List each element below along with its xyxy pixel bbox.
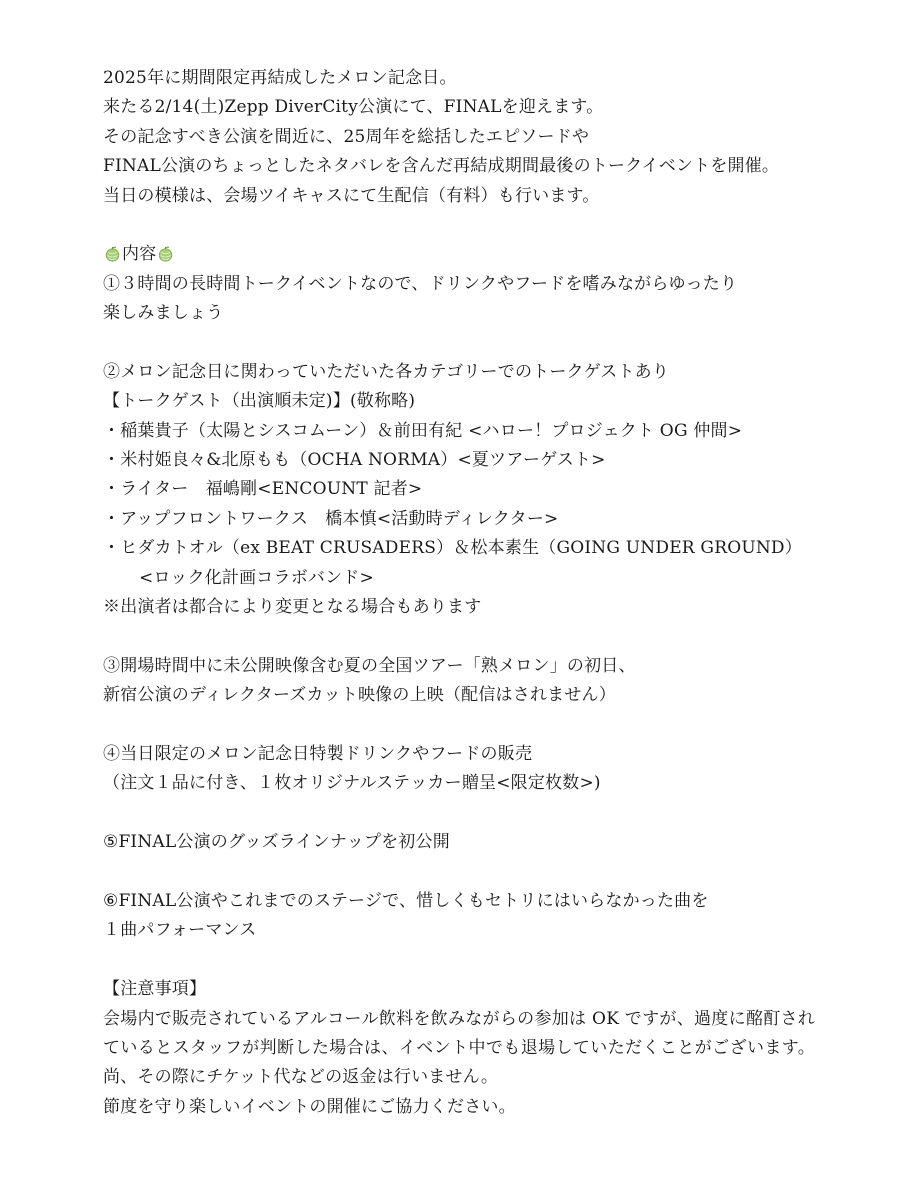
intro-line: 来たる2/14(土)Zepp DiverCity公演にて、FINALを迎えます。 — [103, 97, 604, 118]
item-4-line: ④当日限定のメロン記念日特製ドリンクやフードの販売 — [103, 743, 533, 764]
item-4-line: （注文１品に付き、１枚オリジナルステッカー贈呈<限定枚数>) — [103, 773, 601, 794]
item-3 — [103, 652, 815, 711]
guest-item: ・米村姫良々&北原もも（OCHA NORMA）<夏ツアーゲスト> — [103, 450, 606, 471]
contents-heading — [103, 240, 815, 269]
item-3-line: 新宿公演のディレクターズカット映像の上映（配信はされません） — [103, 685, 616, 706]
intro-paragraph — [103, 64, 815, 211]
contents-heading-label: 内容 — [122, 244, 157, 265]
notice-closing: 節度を守り楽しいイベントの開催にご協力ください。 — [103, 1096, 516, 1117]
item-6-line: １曲パフォーマンス — [103, 920, 257, 941]
melon-icon — [158, 246, 173, 262]
guest-item: ・ライター 福嶋剛<ENCOUNT 記者> — [103, 479, 423, 500]
guest-item: ・ヒダカトオル（ex BEAT CRUSADERS）＆松本素生（GOING UNDER GROUND） — [103, 538, 802, 559]
intro-line: その記念すべき公演を間近に、25周年を総括したエピソードや — [103, 126, 590, 147]
performer-change-note: ※出演者は都合により変更となる場合もあります — [103, 597, 482, 618]
item-5: ⑤FINAL公演のグッズラインナップを初公開 — [103, 832, 450, 853]
guest-item-continuation: <ロック化計画コラボバンド> — [139, 567, 374, 588]
intro-line: 当日の模様は、会場ツイキャスにて生配信（有料）も行います。 — [103, 185, 600, 206]
intro-line: FINAL公演のちょっとしたネタバレを含んだ再結成期間最後のトークイベントを開催。 — [103, 156, 780, 177]
notice-body: 会場内で販売されているアルコール飲料を飲みながらの参加は OK ですが、過度に酩酊されているとスタッフが判断した場合は、イベント中でも退場していただくことがございます。尚、その際にチケット代などの返金は行いません。 — [103, 1008, 815, 1088]
item-6 — [103, 887, 815, 946]
intro-line: 2025年に期間限定再結成したメロン記念日。 — [103, 68, 457, 88]
notice-section — [103, 975, 815, 1122]
item-1-line: ①３時間の長時間トークイベントなので、ドリンクやフードを嗜みながらゆったり — [103, 273, 738, 294]
item-6-line: ⑥FINAL公演やこれまでのステージで、惜しくもセトリにはいらなかった曲を — [103, 890, 709, 911]
guest-heading: 【トークゲスト（出演順未定)】(敬称略) — [103, 391, 416, 412]
guest-item: ・アップフロントワークス 橋本慎<活動時ディレクター> — [103, 508, 559, 529]
notice-heading: 【注意事項】 — [103, 979, 207, 1000]
guest-item: ・稲葉貴子（太陽とシスコムーン）＆前田有紀 <ハロー！プロジェクト OG 仲間> — [103, 420, 743, 441]
item-1 — [103, 270, 815, 329]
item-1-line: 楽しみましょう — [103, 303, 224, 324]
item-2 — [103, 358, 815, 623]
item-4 — [103, 740, 815, 799]
melon-icon — [105, 246, 120, 262]
item-2-lead: ②メロン記念日に関わっていただいた各カテゴリーでのトークゲストあり — [103, 361, 670, 382]
item-3-line: ③開場時間中に未公開映像含む夏の全国ツアー「熟メロン」の初日、 — [103, 655, 636, 676]
announcement-document — [103, 64, 815, 1122]
